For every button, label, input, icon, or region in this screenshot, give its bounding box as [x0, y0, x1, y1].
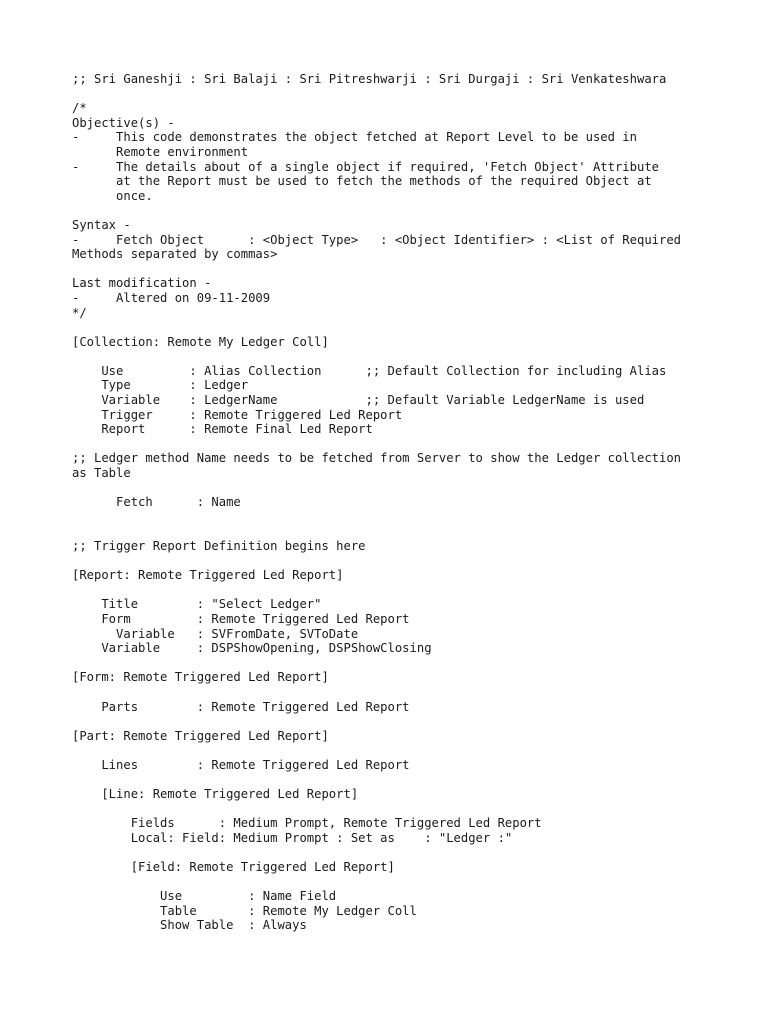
code-line: - The details about of a single object if required, 'Fetch Object' Attribute — [72, 159, 659, 174]
code-line: Objective(s) - — [72, 115, 175, 130]
code-line — [72, 845, 681, 860]
code-line — [72, 583, 681, 598]
code-line: ;; Ledger method Name needs to be fetched from Server to show the Ledger collection — [72, 451, 682, 466]
code-line — [72, 743, 681, 758]
code-line: Variable : SVFromDate, SVToDate — [72, 626, 359, 641]
code-line: Table : Remote My Ledger Coll — [72, 903, 417, 918]
code-line — [72, 685, 681, 700]
code-line: [Form: Remote Triggered Led Report] — [72, 670, 329, 685]
code-line — [72, 554, 681, 569]
code-line — [72, 773, 681, 788]
code-line: [Field: Remote Triggered Led Report] — [72, 860, 395, 875]
code-line — [72, 203, 681, 218]
code-line: - Fetch Object : <Object Type> : <Object Identifier> : <List of Required — [72, 232, 682, 247]
code-line — [72, 481, 681, 496]
code-line: [Report: Remote Triggered Led Report] — [72, 568, 344, 583]
code-line: Title : "Select Ledger" — [72, 597, 322, 612]
code-line: Variable : DSPShowOpening, DSPShowClosing — [72, 641, 432, 656]
code-line: /* — [72, 101, 87, 116]
code-line — [72, 714, 681, 729]
code-line: Variable : LedgerName ;; Default Variable LedgerName is used — [72, 393, 645, 408]
code-line: Form : Remote Triggered Led Report — [72, 611, 410, 626]
code-line: [Part: Remote Triggered Led Report] — [72, 728, 329, 743]
code-line: [Collection: Remote My Ledger Coll] — [72, 334, 329, 349]
code-line: Fields : Medium Prompt, Remote Triggered Led Report — [72, 816, 542, 831]
code-line: Methods separated by commas> — [72, 247, 278, 262]
code-line: Use : Name Field — [72, 889, 337, 904]
code-line — [72, 802, 681, 817]
code-line — [72, 262, 681, 277]
code-line: - This code demonstrates the object fetched at Report Level to be used in — [72, 130, 637, 145]
code-line: Local: Field: Medium Prompt : Set as : "Ledger :" — [72, 830, 513, 845]
code-line: ;; Sri Ganeshji : Sri Balaji : Sri Pitreshwarji : Sri Durgaji : Sri Venkateshwara — [72, 72, 667, 86]
code-line — [72, 437, 681, 452]
code-line: Use : Alias Collection ;; Default Collection for including Alias — [72, 363, 667, 378]
code-line: Trigger : Remote Triggered Led Report — [72, 407, 403, 422]
code-listing — [72, 72, 681, 933]
code-line: once. — [72, 188, 153, 203]
code-line: at the Report must be used to fetch the methods of the required Object at — [72, 174, 652, 189]
code-line: */ — [72, 305, 87, 320]
code-line: Last modification - — [72, 276, 212, 291]
code-line — [72, 524, 681, 539]
code-line — [72, 656, 681, 671]
code-line: Type : Ledger — [72, 378, 249, 393]
code-line — [72, 87, 681, 102]
code-line: [Line: Remote Triggered Led Report] — [72, 787, 359, 802]
code-line: Syntax - — [72, 217, 131, 232]
code-line: - Altered on 09-11-2009 — [72, 290, 271, 305]
code-line: Fetch : Name — [72, 495, 241, 510]
code-line: Lines : Remote Triggered Led Report — [72, 757, 410, 772]
code-line: Remote environment — [72, 144, 249, 159]
code-line: as Table — [72, 466, 131, 481]
code-line — [72, 349, 681, 364]
code-line: ;; Trigger Report Definition begins here — [72, 539, 366, 553]
code-line — [72, 320, 681, 335]
code-line — [72, 510, 681, 525]
code-line — [72, 875, 681, 890]
code-line: Report : Remote Final Led Report — [72, 422, 373, 437]
code-line: Parts : Remote Triggered Led Report — [72, 699, 410, 714]
code-line: Show Table : Always — [72, 918, 307, 933]
